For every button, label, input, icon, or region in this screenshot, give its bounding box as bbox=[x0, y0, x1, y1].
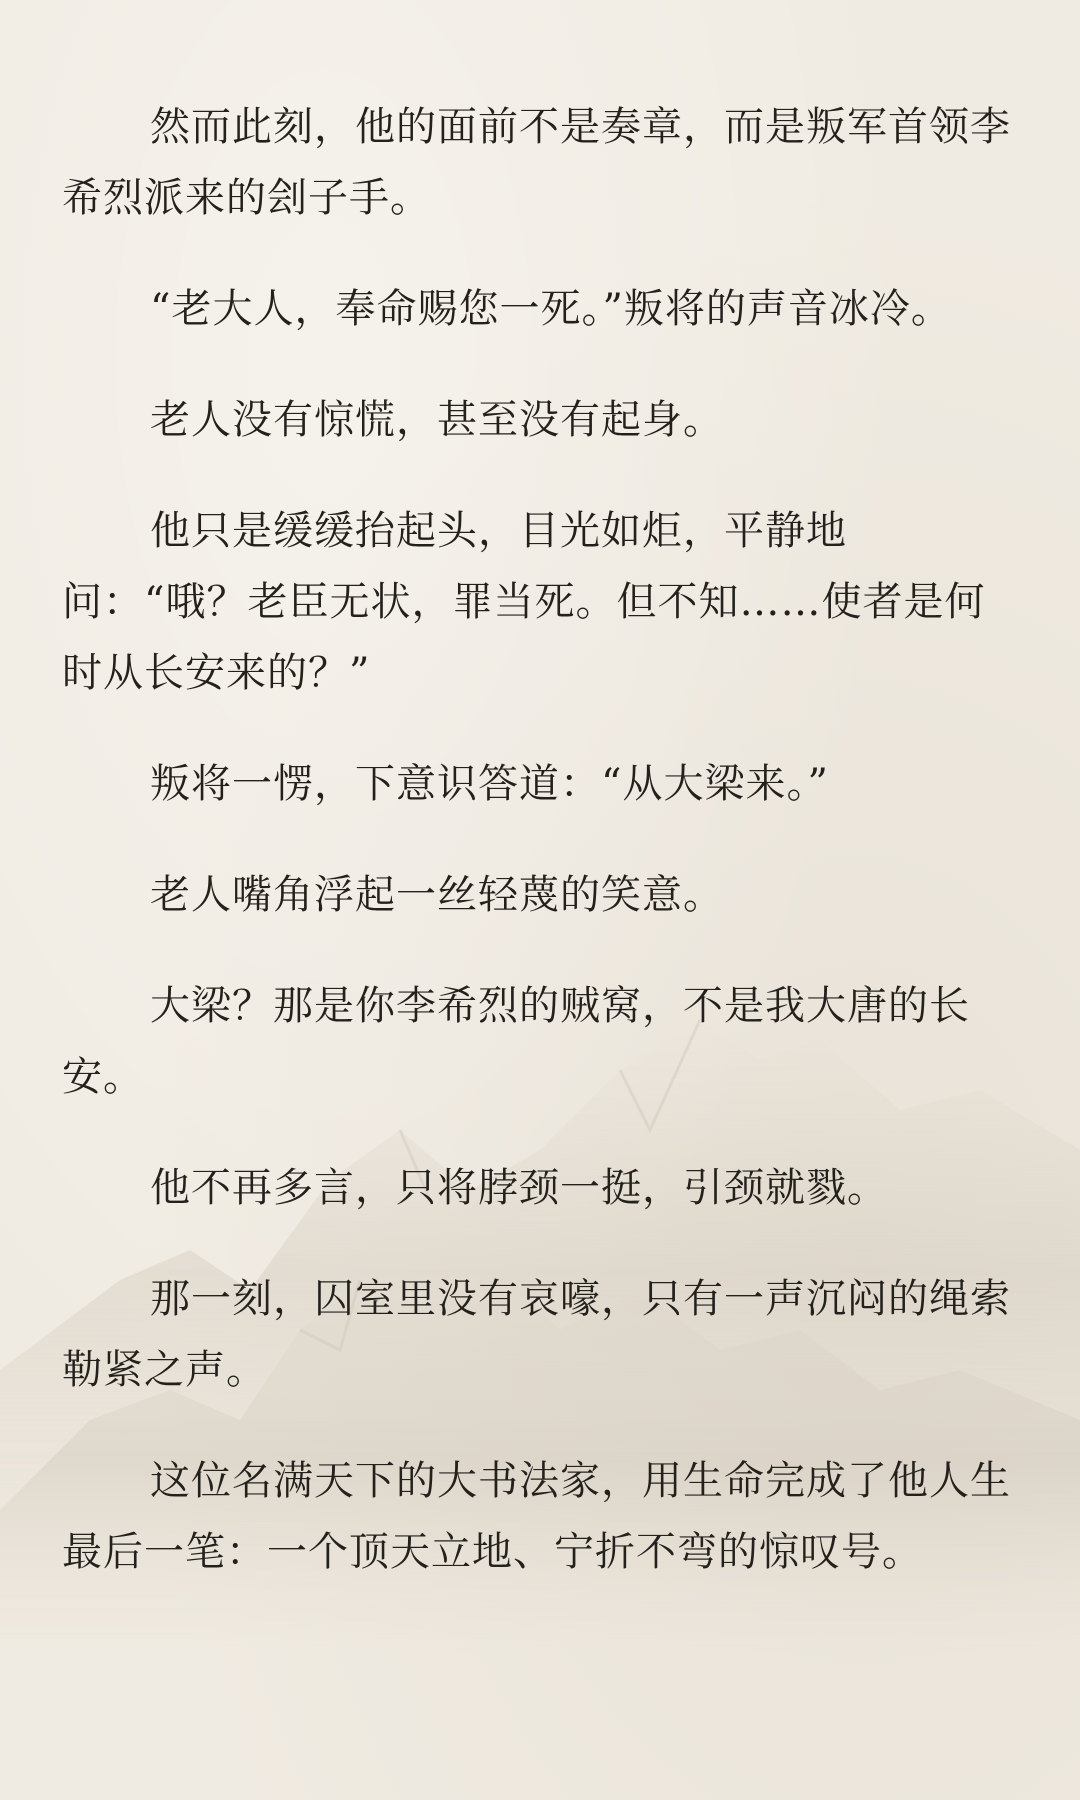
paragraph-6: 老人嘴角浮起一丝轻蔑的笑意。 bbox=[150, 872, 724, 918]
article-body bbox=[62, 92, 1022, 1628]
paragraph-8: 他不再多言，只将脖颈一挺，引颈就戮。 bbox=[150, 1165, 888, 1211]
paragraph-1: 然而此刻，他的面前不是奏章，而是叛军首领李希烈派来的刽子手。 bbox=[62, 104, 1011, 221]
paragraph-2: “老大人，奉命赐您一死。”叛将的声音冰冷。 bbox=[150, 286, 952, 332]
paragraph-10: 这位名满天下的大书法家，用生命完成了他人生最后一笔：一个顶天立地、宁折不弯的惊叹号。 bbox=[62, 1458, 1011, 1575]
paragraph-7: 大梁？那是你李希烈的贼窝，不是我大唐的长安。 bbox=[62, 983, 970, 1100]
paragraph-9: 那一刻，囚室里没有哀嚎，只有一声沉闷的绳索勒紧之声。 bbox=[62, 1276, 1011, 1393]
paragraph-5: 叛将一愣，下意识答道：“从大梁来。” bbox=[150, 761, 829, 807]
paragraph-3: 老人没有惊慌，甚至没有起身。 bbox=[150, 397, 724, 443]
paragraph-4: 他只是缓缓抬起头，目光如炬，平静地问：“哦？老臣无状，罪当死。但不知……使者是何时从长安来的？” bbox=[62, 508, 986, 696]
